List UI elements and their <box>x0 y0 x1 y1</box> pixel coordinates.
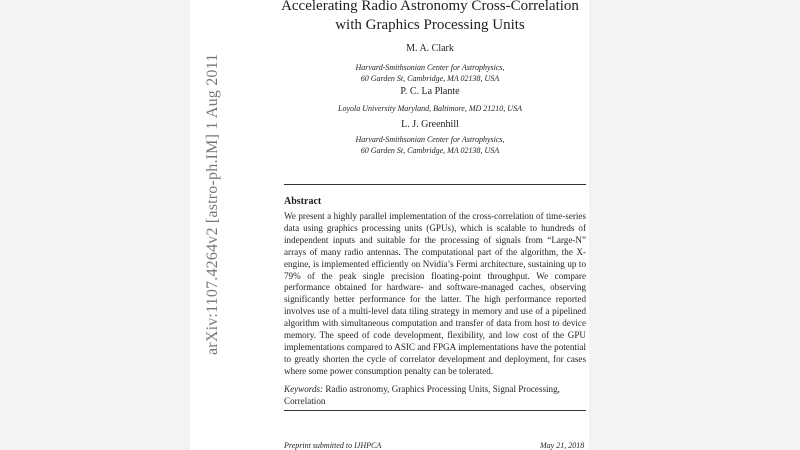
author-name: M. A. Clark <box>406 43 454 54</box>
author-affiliation <box>270 134 590 156</box>
abstract-bottom-rule <box>284 410 586 411</box>
footer-date: May 21, 2018 <box>540 441 585 450</box>
keywords-text: Radio astronomy, Graphics Processing Units, Signal Processing, Correlation <box>284 384 560 406</box>
affiliation-line: Loyola University Maryland, Baltimore, MD 21210, USA <box>338 104 522 113</box>
abstract-heading: Abstract <box>284 196 322 207</box>
left-margin-band <box>0 0 190 450</box>
affiliation-line: Harvard-Smithsonian Center for Astrophysics, <box>355 135 505 144</box>
affiliation-line: Harvard-Smithsonian Center for Astrophysics, <box>355 63 505 72</box>
paper-title: Accelerating Radio Astronomy Cross-Correlation with Graphics Processing Units <box>281 0 579 33</box>
footer-preprint: Preprint submitted to IJHPCA <box>284 441 382 450</box>
keywords-label: Keywords: <box>284 384 324 394</box>
author-name: L. J. Greenhill <box>401 119 459 130</box>
affiliation-line: 60 Garden St, Cambridge, MA 02138, USA <box>360 146 500 155</box>
arxiv-identifier: arXiv:1107.4264v2 [astro-ph.IM] 1 Aug 2011 <box>204 53 221 355</box>
author-name: P. C. La Plante <box>400 86 460 97</box>
author-affiliation <box>270 62 590 84</box>
abstract-top-rule <box>284 184 586 185</box>
affiliation-line: 60 Garden St, Cambridge, MA 02138, USA <box>360 74 500 83</box>
right-margin-band <box>589 0 800 450</box>
abstract-text: We present a highly parallel implementation of the cross-correlation of time-series data using graphics processing units (GPUs), which is scalable to hundreds of independent inputs and suitable for the processing of signals from “Large-N” arrays of many radio antennas. The computational part of the algorithm, the X-engine, is implemented efficiently on Nvidia’s Fermi architecture, sustaining up to 79% of the peak single precision floating-point throughput. We compare performance obtained for hardware- and software-managed caches, observing significantly better performance for the latter. The high performance reported involves use of a multi-level data tiling strategy in memory and use of a pipelined algorithm with simultaneous computation and transfer of data from host to device memory. The speed of code development, flexibility, and low cost of the GPU implementations compared to ASIC and FPGA implementations have the potential to greatly shorten the cycle of correlator development and deployment, for cases where some power consumption penalty can be tolerated. <box>284 211 586 376</box>
author-affiliation <box>270 103 590 114</box>
keywords <box>284 384 586 408</box>
